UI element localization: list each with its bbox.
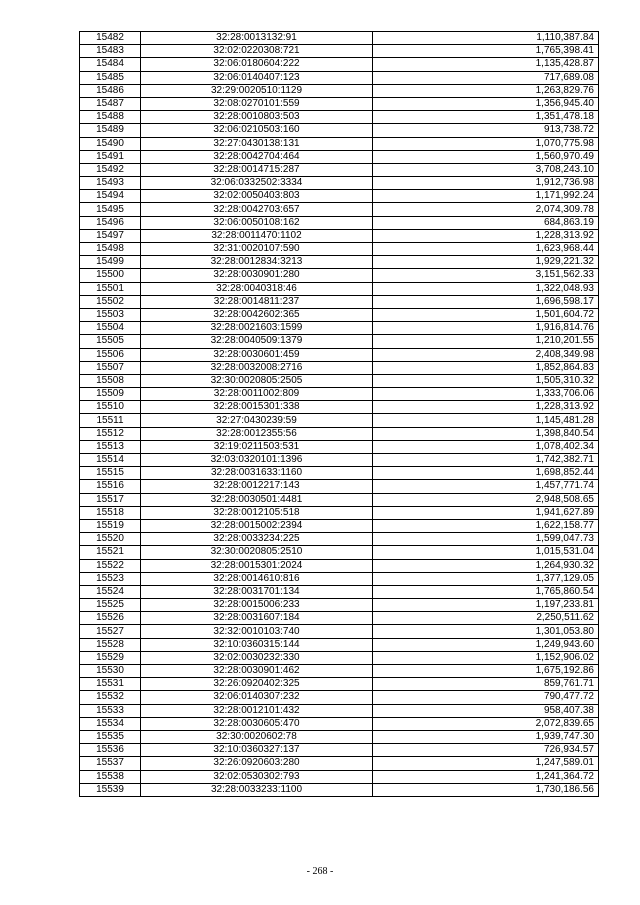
amount-cell: 3,708,243.10 [373, 163, 599, 176]
amount-cell: 2,250,511.62 [373, 612, 599, 625]
cadastral-number-cell: 32:03:0320101:1396 [141, 454, 373, 467]
row-number-cell: 15533 [80, 704, 141, 717]
amount-cell: 1,228,313.92 [373, 401, 599, 414]
cadastral-number-cell: 32:28:0013132:91 [141, 32, 373, 45]
row-number-cell: 15487 [80, 97, 141, 110]
cadastral-number-cell: 32:28:0030501:4481 [141, 493, 373, 506]
cadastral-number-cell: 32:28:0014811:237 [141, 295, 373, 308]
row-number-cell: 15522 [80, 559, 141, 572]
table-row [80, 493, 599, 506]
row-number-cell: 15512 [80, 427, 141, 440]
table-row [80, 269, 599, 282]
amount-cell: 3,151,562.33 [373, 269, 599, 282]
row-number-cell: 15502 [80, 295, 141, 308]
amount-cell: 1,730,186.56 [373, 783, 599, 796]
table-row [80, 717, 599, 730]
cadastral-number-cell: 32:28:0031633:1160 [141, 467, 373, 480]
table-row [80, 744, 599, 757]
amount-cell: 1,765,398.41 [373, 45, 599, 58]
amount-cell: 1,152,906.02 [373, 651, 599, 664]
row-number-cell: 15516 [80, 480, 141, 493]
table-row [80, 665, 599, 678]
cadastral-number-cell: 32:28:0015301:2024 [141, 559, 373, 572]
row-number-cell: 15488 [80, 111, 141, 124]
amount-cell: 790,477.72 [373, 691, 599, 704]
table-row [80, 97, 599, 110]
table-row [80, 137, 599, 150]
table-row [80, 691, 599, 704]
row-number-cell: 15519 [80, 519, 141, 532]
cadastral-number-cell: 32:06:0050108:162 [141, 216, 373, 229]
cadastral-number-cell: 32:28:0011002:809 [141, 388, 373, 401]
cadastral-number-cell: 32:28:0040318:46 [141, 282, 373, 295]
table-row [80, 559, 599, 572]
amount-cell: 1,322,048.93 [373, 282, 599, 295]
table-row [80, 506, 599, 519]
table-row [80, 216, 599, 229]
cadastral-number-cell: 32:28:0042704:464 [141, 150, 373, 163]
amount-cell: 1,501,604.72 [373, 308, 599, 321]
amount-cell: 1,247,589.01 [373, 757, 599, 770]
cadastral-number-cell: 32:08:0270101:559 [141, 97, 373, 110]
amount-cell: 2,072,839.65 [373, 717, 599, 730]
row-number-cell: 15508 [80, 374, 141, 387]
table-row [80, 757, 599, 770]
amount-cell: 913,738.72 [373, 124, 599, 137]
row-number-cell: 15509 [80, 388, 141, 401]
row-number-cell: 15517 [80, 493, 141, 506]
amount-cell: 1,698,852.44 [373, 467, 599, 480]
row-number-cell: 15483 [80, 45, 141, 58]
row-number-cell: 15536 [80, 744, 141, 757]
row-number-cell: 15529 [80, 651, 141, 664]
cadastral-number-cell: 32:28:0015006:233 [141, 599, 373, 612]
row-number-cell: 15510 [80, 401, 141, 414]
amount-cell: 1,210,201.55 [373, 335, 599, 348]
row-number-cell: 15531 [80, 678, 141, 691]
amount-cell: 1,852,864.83 [373, 361, 599, 374]
row-number-cell: 15495 [80, 203, 141, 216]
cadastral-number-cell: 32:02:0530302:793 [141, 770, 373, 783]
amount-cell: 1,457,771.74 [373, 480, 599, 493]
amount-cell: 717,689.08 [373, 71, 599, 84]
amount-cell: 1,241,364.72 [373, 770, 599, 783]
amount-cell: 1,916,814.76 [373, 322, 599, 335]
cadastral-number-cell: 32:10:0360315:144 [141, 638, 373, 651]
table-row [80, 163, 599, 176]
cadastral-number-cell: 32:28:0040509:1379 [141, 335, 373, 348]
row-number-cell: 15532 [80, 691, 141, 704]
cadastral-number-cell: 32:28:0030605:470 [141, 717, 373, 730]
row-number-cell: 15489 [80, 124, 141, 137]
row-number-cell: 15520 [80, 533, 141, 546]
amount-cell: 1,197,233.81 [373, 599, 599, 612]
table-row [80, 190, 599, 203]
cadastral-number-cell: 32:02:0050403:803 [141, 190, 373, 203]
amount-cell: 2,948,508.65 [373, 493, 599, 506]
table-row [80, 32, 599, 45]
amount-cell: 1,333,706.06 [373, 388, 599, 401]
amount-cell: 1,622,158.77 [373, 519, 599, 532]
registry-table-body [80, 32, 599, 797]
row-number-cell: 15518 [80, 506, 141, 519]
amount-cell: 1,264,930.32 [373, 559, 599, 572]
table-row [80, 414, 599, 427]
amount-cell: 1,941,627.89 [373, 506, 599, 519]
row-number-cell: 15485 [80, 71, 141, 84]
cadastral-number-cell: 32:28:0042602:365 [141, 308, 373, 321]
row-number-cell: 15534 [80, 717, 141, 730]
table-row [80, 533, 599, 546]
amount-cell: 1,623,968.44 [373, 243, 599, 256]
table-row [80, 638, 599, 651]
cadastral-number-cell: 32:27:0430239:59 [141, 414, 373, 427]
cadastral-number-cell: 32:28:0011470:1102 [141, 229, 373, 242]
table-row [80, 770, 599, 783]
row-number-cell: 15521 [80, 546, 141, 559]
row-number-cell: 15527 [80, 625, 141, 638]
row-number-cell: 15525 [80, 599, 141, 612]
row-number-cell: 15493 [80, 177, 141, 190]
table-row [80, 243, 599, 256]
table-row [80, 45, 599, 58]
table-row [80, 467, 599, 480]
row-number-cell: 15511 [80, 414, 141, 427]
amount-cell: 2,074,309.78 [373, 203, 599, 216]
table-row [80, 546, 599, 559]
row-number-cell: 15505 [80, 335, 141, 348]
amount-cell: 1,696,598.17 [373, 295, 599, 308]
row-number-cell: 15515 [80, 467, 141, 480]
cadastral-number-cell: 32:26:0920603:280 [141, 757, 373, 770]
amount-cell: 1,356,945.40 [373, 97, 599, 110]
amount-cell: 1,939,747.30 [373, 730, 599, 743]
row-number-cell: 15539 [80, 783, 141, 796]
row-number-cell: 15486 [80, 84, 141, 97]
amount-cell: 1,228,313.92 [373, 229, 599, 242]
cadastral-number-cell: 32:28:0015002:2394 [141, 519, 373, 532]
cadastral-number-cell: 32:28:0014715:287 [141, 163, 373, 176]
row-number-cell: 15535 [80, 730, 141, 743]
cadastral-number-cell: 32:28:0012355:56 [141, 427, 373, 440]
row-number-cell: 15503 [80, 308, 141, 321]
amount-cell: 1,135,428.87 [373, 58, 599, 71]
table-row [80, 388, 599, 401]
amount-cell: 1,145,481.28 [373, 414, 599, 427]
cadastral-number-cell: 32:06:0180604:222 [141, 58, 373, 71]
table-row [80, 585, 599, 598]
cadastral-number-cell: 32:28:0012105:518 [141, 506, 373, 519]
cadastral-number-cell: 32:06:0210503:160 [141, 124, 373, 137]
table-row [80, 361, 599, 374]
row-number-cell: 15501 [80, 282, 141, 295]
table-row [80, 374, 599, 387]
amount-cell: 1,675,192.86 [373, 665, 599, 678]
row-number-cell: 15492 [80, 163, 141, 176]
cadastral-number-cell: 32:29:0020510:1129 [141, 84, 373, 97]
cadastral-number-cell: 32:27:0430138:131 [141, 137, 373, 150]
table-row [80, 308, 599, 321]
amount-cell: 1,599,047.73 [373, 533, 599, 546]
cadastral-number-cell: 32:30:0020602:78 [141, 730, 373, 743]
amount-cell: 1,110,387.84 [373, 32, 599, 45]
cadastral-number-cell: 32:28:0014610:816 [141, 572, 373, 585]
cadastral-number-cell: 32:31:0020107:590 [141, 243, 373, 256]
amount-cell: 1,249,943.60 [373, 638, 599, 651]
table-row [80, 651, 599, 664]
amount-cell: 684,863.19 [373, 216, 599, 229]
cadastral-number-cell: 32:30:0020805:2510 [141, 546, 373, 559]
cadastral-number-cell: 32:28:0010803:503 [141, 111, 373, 124]
table-row [80, 150, 599, 163]
table-row [80, 348, 599, 361]
page-number: - 268 - [306, 866, 334, 877]
cadastral-number-cell: 32:28:0042703:657 [141, 203, 373, 216]
row-number-cell: 15524 [80, 585, 141, 598]
table-row [80, 704, 599, 717]
row-number-cell: 15537 [80, 757, 141, 770]
amount-cell: 1,912,736.98 [373, 177, 599, 190]
amount-cell: 859,761.71 [373, 678, 599, 691]
table-row [80, 71, 599, 84]
table-row [80, 730, 599, 743]
row-number-cell: 15514 [80, 454, 141, 467]
cadastral-number-cell: 32:30:0020805:2505 [141, 374, 373, 387]
row-number-cell: 15498 [80, 243, 141, 256]
table-row [80, 480, 599, 493]
row-number-cell: 15507 [80, 361, 141, 374]
row-number-cell: 15530 [80, 665, 141, 678]
cadastral-number-cell: 32:32:0010103:740 [141, 625, 373, 638]
cadastral-number-cell: 32:28:0012217:143 [141, 480, 373, 493]
cadastral-number-cell: 32:19:0211503:531 [141, 440, 373, 453]
cadastral-number-cell: 32:28:0030901:462 [141, 665, 373, 678]
cadastral-number-cell: 32:28:0033234:225 [141, 533, 373, 546]
table-row [80, 572, 599, 585]
table-row [80, 678, 599, 691]
row-number-cell: 15482 [80, 32, 141, 45]
cadastral-number-cell: 32:28:0031607:184 [141, 612, 373, 625]
table-row [80, 256, 599, 269]
row-number-cell: 15499 [80, 256, 141, 269]
amount-cell: 1,263,829.76 [373, 84, 599, 97]
row-number-cell: 15497 [80, 229, 141, 242]
amount-cell: 1,765,860.54 [373, 585, 599, 598]
amount-cell: 1,929,221.32 [373, 256, 599, 269]
cadastral-number-cell: 32:28:0021603:1599 [141, 322, 373, 335]
amount-cell: 1,505,310.32 [373, 374, 599, 387]
amount-cell: 2,408,349.98 [373, 348, 599, 361]
table-row [80, 440, 599, 453]
row-number-cell: 15538 [80, 770, 141, 783]
table-row [80, 783, 599, 796]
row-number-cell: 15528 [80, 638, 141, 651]
cadastral-number-cell: 32:28:0031701:134 [141, 585, 373, 598]
table-row [80, 454, 599, 467]
table-row [80, 282, 599, 295]
cadastral-number-cell: 32:06:0140407:123 [141, 71, 373, 84]
table-row [80, 177, 599, 190]
table-row [80, 84, 599, 97]
table-row [80, 401, 599, 414]
cadastral-number-cell: 32:28:0032008:2716 [141, 361, 373, 374]
amount-cell: 1,560,970.49 [373, 150, 599, 163]
table-row [80, 427, 599, 440]
amount-cell: 1,070,775.98 [373, 137, 599, 150]
amount-cell: 958,407.38 [373, 704, 599, 717]
row-number-cell: 15506 [80, 348, 141, 361]
table-row [80, 295, 599, 308]
table-row [80, 322, 599, 335]
table-row [80, 612, 599, 625]
row-number-cell: 15491 [80, 150, 141, 163]
amount-cell: 1,171,992.24 [373, 190, 599, 203]
table-row [80, 599, 599, 612]
amount-cell: 1,301,053.80 [373, 625, 599, 638]
cadastral-number-cell: 32:02:0220308:721 [141, 45, 373, 58]
cadastral-number-cell: 32:28:0030601:459 [141, 348, 373, 361]
table-row [80, 124, 599, 137]
amount-cell: 1,078,402.34 [373, 440, 599, 453]
table-row [80, 335, 599, 348]
table-row [80, 229, 599, 242]
cadastral-number-cell: 32:26:0920402:325 [141, 678, 373, 691]
amount-cell: 1,398,840.54 [373, 427, 599, 440]
amount-cell: 1,015,531.04 [373, 546, 599, 559]
table-row [80, 58, 599, 71]
registry-table [79, 31, 599, 797]
cadastral-number-cell: 32:06:0332502:3334 [141, 177, 373, 190]
cadastral-number-cell: 32:28:0033233:1100 [141, 783, 373, 796]
amount-cell: 1,377,129.05 [373, 572, 599, 585]
row-number-cell: 15496 [80, 216, 141, 229]
cadastral-number-cell: 32:28:0030901:280 [141, 269, 373, 282]
amount-cell: 726,934.57 [373, 744, 599, 757]
cadastral-number-cell: 32:06:0140307:232 [141, 691, 373, 704]
row-number-cell: 15490 [80, 137, 141, 150]
cadastral-number-cell: 32:02:0030232:330 [141, 651, 373, 664]
table-row [80, 111, 599, 124]
row-number-cell: 15504 [80, 322, 141, 335]
table-row [80, 203, 599, 216]
amount-cell: 1,742,382.71 [373, 454, 599, 467]
cadastral-number-cell: 32:28:0015301:338 [141, 401, 373, 414]
row-number-cell: 15526 [80, 612, 141, 625]
amount-cell: 1,351,478.18 [373, 111, 599, 124]
table-row [80, 519, 599, 532]
row-number-cell: 15513 [80, 440, 141, 453]
row-number-cell: 15523 [80, 572, 141, 585]
row-number-cell: 15484 [80, 58, 141, 71]
row-number-cell: 15500 [80, 269, 141, 282]
row-number-cell: 15494 [80, 190, 141, 203]
table-row [80, 625, 599, 638]
cadastral-number-cell: 32:28:0012101:432 [141, 704, 373, 717]
cadastral-number-cell: 32:28:0012834:3213 [141, 256, 373, 269]
cadastral-number-cell: 32:10:0360327:137 [141, 744, 373, 757]
